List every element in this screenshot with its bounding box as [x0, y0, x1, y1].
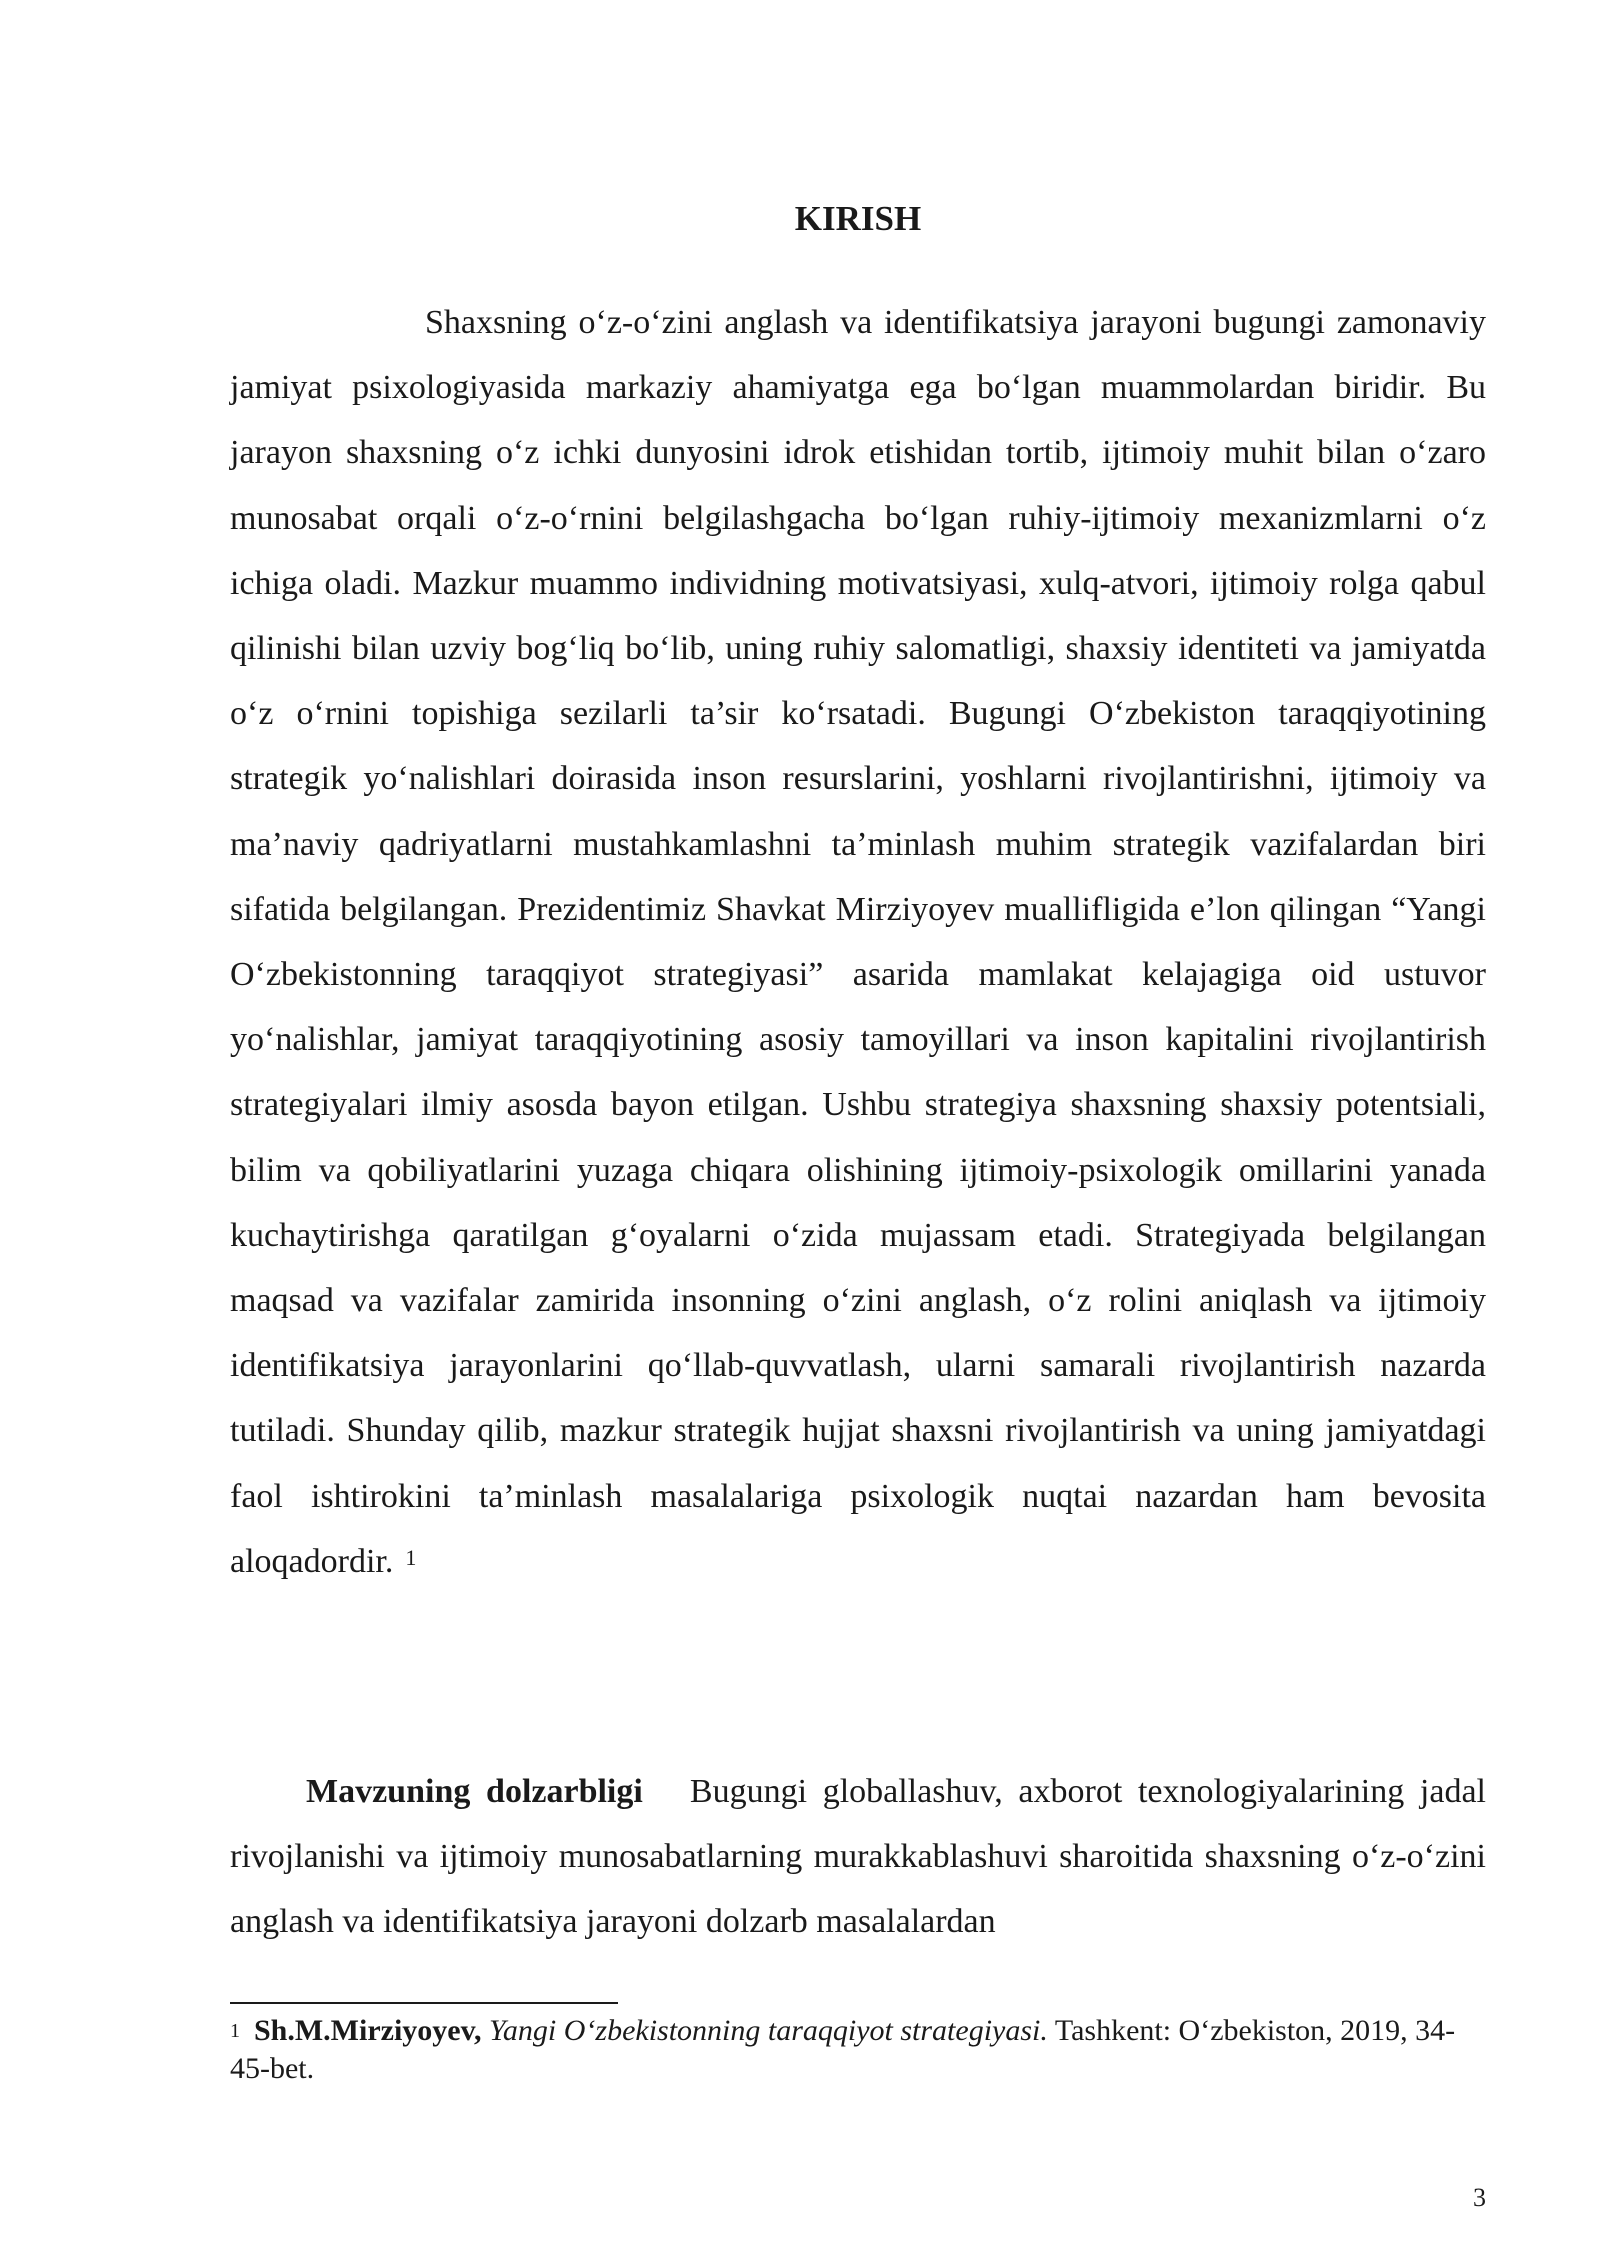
intro-paragraph-text: Shaxsning o‘z-o‘zini anglash va identifikatsiya jarayoni bugungi zamonaviy jamiyat psixologiyasida markaziy ahamiyatga ega bo‘lgan muammolardan biridir. Bu jarayon shaxsning o‘z ichki dunyosini idrok etishidan tortib, ijtimoiy muhit bilan o‘zaro munosabat orqali o‘z-o‘rnini belgilashgacha bo‘lgan ruhiy-ijtimoiy mexanizmlarni o‘z ichiga oladi. Mazkur muammo individning motivatsiyasi, xulq-atvori, ijtimoiy rolga qabul qilinishi bilan uzviy bog‘liq bo‘lib, uning ruhiy salomatligi, shaxsiy identiteti va jamiyatda o‘z o‘rnini topishiga sezilarli ta’sir ko‘rsatadi. Bugungi O‘zbekiston taraqqiyotining strategik yo‘nalishlari doirasida inson resurslarini, yoshlarni rivojlantirishni, ijtimoiy va ma’naviy qadriyatlarni mustahkamlashni ta’minlash muhim strategik vazifalardan biri sifatida belgilangan. Prezidentimiz Shavkat Mirziyoyev muallifligida e’lon qilingan “Yangi O‘zbekistonning taraqqiyot strategiyasi” asarida mamlakat kelajagiga oid ustuvor yo‘nalishlar, jamiyat taraqqiyotining asosiy tamoyillari va inson kapitalini rivojlantirish strategiyalari ilmiy asosda bayon etilgan. Ushbu strategiya shaxsning shaxsiy potentsiali, bilim va qobiliyatlarini yuzaga chiqara olishining ijtimoiy-psixologik omillarini yanada kuchaytirishga qaratilgan g‘oyalarni o‘zida mujassam etadi. Strategiyada belgilangan maqsad va vazifalar zamirida insonning o‘zini anglash, o‘z rolini aniqlash va ijtimoiy identifikatsiya jarayonlarini qo‘llab-quvvatlash, ularni samarali rivojlantirish nazarda tutiladi. Shunday qilib, mazkur strategik hujjat shaxsni rivojlantirish va uning jamiyatdagi faol ishtirokini ta’minlash masalalariga psixologik nuqtai nazardan ham bevosita aloqadordir. — [230, 304, 1486, 1580]
page-heading: KIRISH — [794, 199, 922, 238]
relevance-paragraph-text: Bugungi globallashuv, axborot texnologiyalarining jadal rivojlanishi va ijtimoiy munosabatlarning murakkablashuvi sharoitida shaxsning o‘z-o‘zini anglash va identifikatsiya jarayoni dolzarb masalalardan — [230, 1773, 1487, 1941]
relevance-paragraph — [230, 1759, 1486, 1955]
footnote-number: 1 — [230, 2020, 240, 2042]
footnote-reference[interactable]: 1 — [405, 1544, 417, 1570]
footnote — [230, 2012, 1486, 2088]
page-number: 3 — [1473, 2183, 1486, 2212]
relevance-heading: Mavzuning dolzarbligi — [306, 1773, 643, 1810]
footnote-divider — [230, 2002, 618, 2004]
footnote-details: Tashkent: O‘zbekiston, 2019, 34-45-bet. — [230, 2014, 1456, 2085]
intro-paragraph — [230, 290, 1486, 1594]
footnote-title: Yangi O‘zbekistonning taraqqiyot strategiyasi. — [488, 2014, 1048, 2047]
footnote-author: Sh.M.Mirziyoyev, — [254, 2014, 482, 2047]
